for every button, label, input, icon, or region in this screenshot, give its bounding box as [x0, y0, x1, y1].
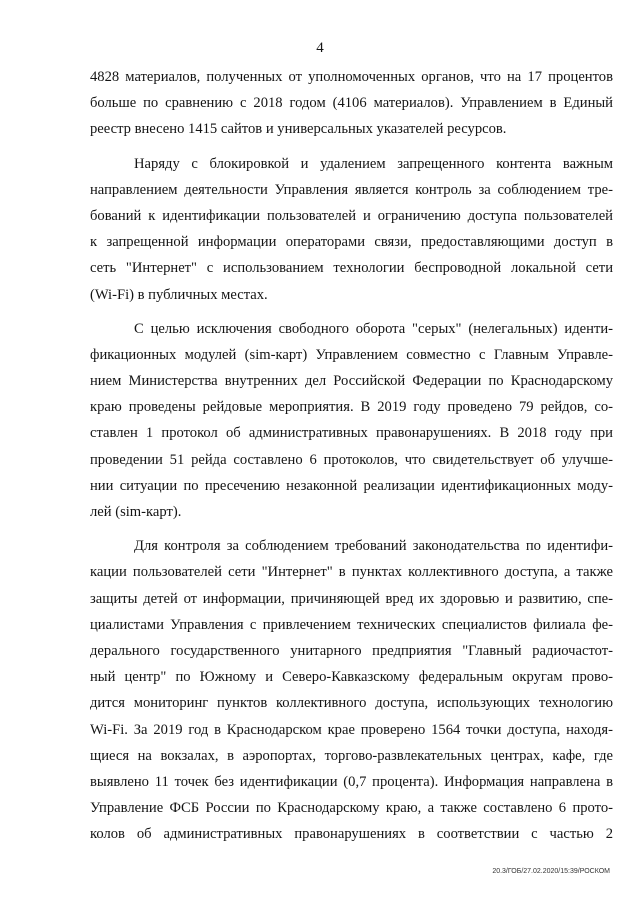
text-line: Для контроля за соблюдением требований законодательства по идентифи- — [134, 538, 613, 555]
paragraph — [90, 316, 613, 526]
text-line: сеть "Интернет" с использованием технологии беспроводной локальной сети — [90, 260, 613, 277]
text-line: циалистами Управления с привлечением технических специалистов филиала фе- — [90, 616, 613, 633]
text-line: дится мониторинг пунктов коллективного доступа, использующих технологию — [90, 695, 613, 712]
text-line: щиеся на вокзалах, в аэропортах, торгово-развлекательных центрах, кафе, где — [90, 747, 613, 764]
text-line: выявлено 11 точек без идентификации (0,7 процента). Информация направлена в — [90, 773, 613, 790]
paragraph — [90, 64, 613, 143]
text-line: 4828 материалов, полученных от уполномоченных органов, что на 17 процентов — [90, 69, 613, 85]
text-line: кации пользователей сети "Интернет" в пунктах коллективного доступа, а также — [90, 564, 613, 581]
text-line: краю проведены рейдовые мероприятия. В 2019 году проведено 79 рейдов, со- — [90, 399, 613, 416]
text-line: дерального государственного унитарного предприятия "Главный радиочастот- — [90, 642, 613, 659]
text-line: защиты детей от информации, причиняющей вред их здоровью и развитию, спе- — [90, 590, 613, 607]
document-body — [90, 64, 613, 847]
text-line: больше по сравнению с 2018 годом (4106 материалов). Управлением в Единый — [90, 95, 613, 112]
text-line: ставлен 1 протокол об административных правонарушениях. В 2018 году при — [90, 425, 613, 442]
text-line: фикационных модулей (sim-карт) Управлением совместно с Главным Управле- — [90, 346, 613, 363]
text-line: направлением деятельности Управления является контроль за соблюдением тре- — [90, 181, 613, 198]
text-line: ный центр" по Южному и Северо-Кавказскому федеральным округам прово- — [90, 669, 613, 686]
text-line: нии ситуации по пресечению незаконной реализации идентификационных моду- — [90, 477, 613, 494]
text-line: реестр внесено 1415 сайтов и универсальных указателей ресурсов. — [90, 121, 507, 138]
text-line: лей (sim-карт). — [90, 504, 182, 520]
paragraph — [90, 533, 613, 847]
text-line: нием Министерства внутренних дел Российской Федерации по Краснодарскому — [90, 373, 613, 390]
text-line: бований к идентификации пользователей и ограничению доступа пользователей — [90, 207, 613, 224]
text-line: к запрещенной информации операторами связи, предоставляющими доступ в — [90, 234, 613, 251]
paragraph — [90, 151, 613, 308]
text-line: колов об административных правонарушениях в соответствии с частью 2 — [90, 826, 613, 843]
page-number: 4 — [316, 40, 324, 56]
text-line: С целью исключения свободного оборота "серых" (нелегальных) иденти- — [134, 320, 613, 337]
text-line: Наряду с блокировкой и удалением запрещенного контента важным — [134, 155, 613, 172]
text-line: Управление ФСБ России по Краснодарскому краю, а также составлено 6 прото- — [90, 800, 613, 817]
text-line: проведении 51 рейда составлено 6 протоколов, что свидетельствует об улучше- — [90, 451, 613, 468]
text-line: (Wi-Fi) в публичных местах. — [90, 286, 268, 303]
document-registration-stamp: 20.3/ГОБ/27.02.2020/15:39/РОСКОМ — [492, 868, 610, 875]
text-line: Wi-Fi. За 2019 год в Краснодарском крае проверено 1564 точки доступа, находя- — [90, 721, 613, 738]
